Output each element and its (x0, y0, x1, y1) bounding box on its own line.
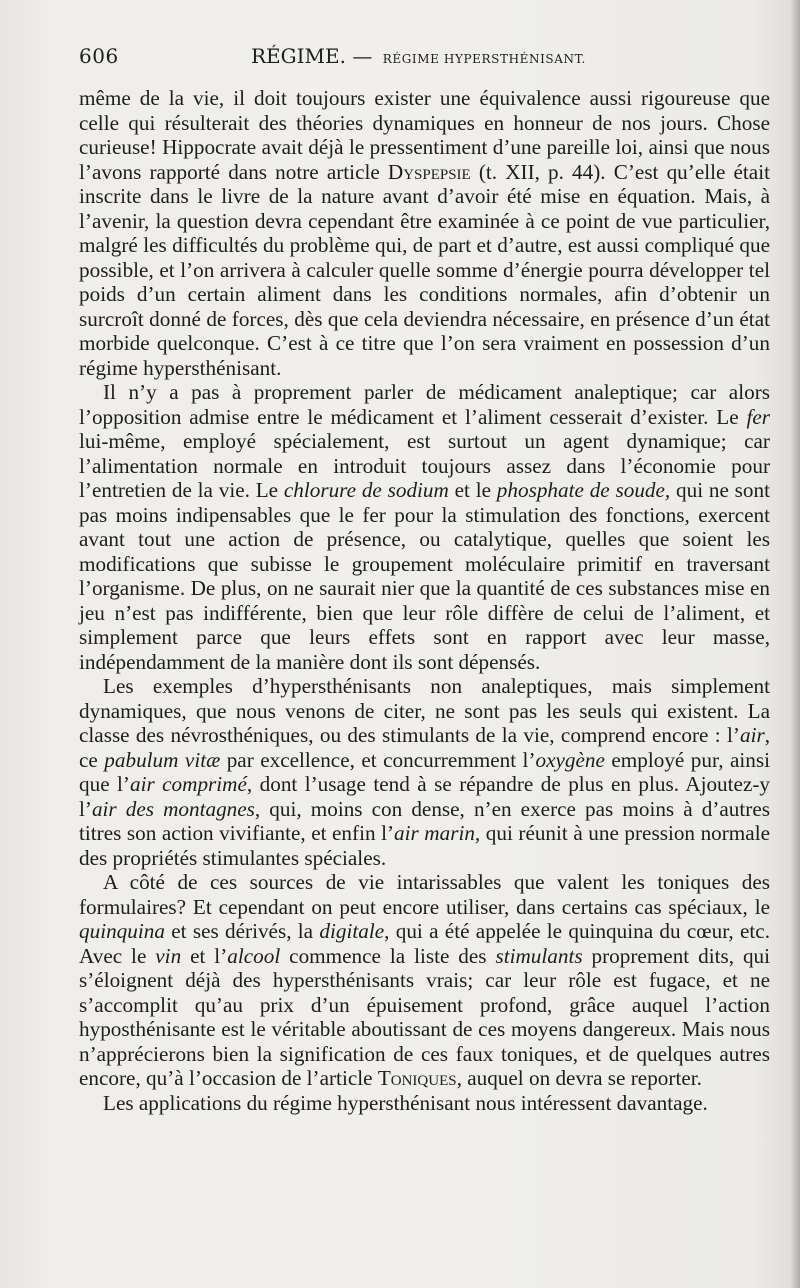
italic-term: air comprimé (129, 772, 247, 796)
cross-reference: Dyspepsie (387, 159, 471, 184)
italic-term: air (739, 723, 765, 747)
paragraph-p2 (79, 380, 770, 674)
italic-term: stimulants (495, 943, 583, 968)
text-run: , dont l’usage tend à se répandre de plus en plus. Ajoutez-y l’ (79, 772, 770, 821)
page-number: 606 (79, 44, 119, 68)
running-head-separator: — (352, 44, 373, 68)
text-run: lui-même, employé spécialement, est surtout un agent dynamique; car l’alimentation normale en introduit toujours assez dans l’économie pour l’entretien de la vie. Le (79, 429, 770, 502)
italic-term: quinquina (79, 919, 165, 943)
text-run: commence la liste des (280, 943, 496, 968)
italic-term: pabulum vitæ (104, 747, 221, 772)
text-run: et l’ (181, 943, 228, 968)
running-head (251, 44, 586, 68)
text-run: (t. XII, p. 44). C’est qu’elle était inscrite dans le livre de la nature avant d’avoir été mise en équation. Mais, à l’avenir, la question devra cependant être examinée à ce point de vue particulier, malgré les difficultés du problème qui, de part et d’autre, est aussi compliqué que possible, et l’on arrivera à calculer quelle somme d’énergie pourra développer tel poids d’un certain aliment dans les conditions normales, afin d’obtenir un surcroît donné de forces, dès que cela deviendra nécessaire, en présence d’un état morbide quelconque. C’est à ce titre que l’on sera vraiment en possession d’un régime hypersthénisant. (79, 159, 770, 380)
text-run: employé pur, ainsi que l’ (79, 747, 770, 796)
italic-term: oxygène (535, 747, 605, 772)
page-edge-shadow (790, 0, 800, 1288)
text-run: même de la vie, il doit toujours exister une équivalence aussi rigoureuse que celle qui résulterait des théories dynamiques en honneur de nos jours. Chose curieuse! Hippocrate avait déjà le pressentiment d’une pareille loi, ainsi que nous l’avons rapporté dans notre article (79, 86, 770, 184)
cross-reference: Toniques (377, 1066, 457, 1090)
paragraph-p1 (79, 86, 770, 380)
italic-term: digitale (319, 919, 385, 943)
italic-term: air marin, (394, 821, 481, 845)
italic-term: alcool (227, 943, 281, 968)
text-run: Il n’y a pas à proprement parler de médicament analeptique; car alors l’opposition admise entre le médicament et l’aliment cesserait d’exister. Le (79, 380, 770, 429)
text-run: , auquel on devra se reporter. (456, 1066, 702, 1090)
page-header (79, 44, 769, 74)
body-text (79, 86, 770, 1115)
italic-term: chlorure de sodium (283, 478, 449, 502)
text-run: Les applications du régime hypersthénisant nous intéressent davantage. (103, 1090, 708, 1115)
running-head-subtitle: RÉGIME HYPERSTHÉNISANT. (382, 52, 586, 66)
text-run: qui réunit à une pression normale des propriétés stimulantes spéciales. (79, 821, 770, 870)
paragraph-p3 (79, 674, 770, 870)
text-run: par excellence, et concurremment l’ (220, 747, 536, 772)
text-run: et le (448, 478, 497, 502)
running-head-title: RÉGIME. (251, 44, 346, 68)
text-run: Les exemples d’hypersthénisants non analeptiques, mais simplement dynamiques, que nous venons de citer, ne sont pas les seuls qui existent. La classe des névrosthéniques, ou des stimulants de la vie, comprend encore : l’ (79, 674, 770, 747)
italic-term: vin (155, 943, 182, 968)
text-run: , ce (79, 723, 770, 772)
text-run: A côté de ces sources de vie intarissables que valent les toniques des formulaires? Et cependant on peut encore utiliser, dans certains cas spéciaux, le (79, 870, 770, 919)
paragraph-p4 (79, 870, 770, 1091)
text-run: proprement dits, qui s’éloignent déjà des hypersthénisants vrais; car leur rôle est fugace, et ne s’accomplit qu’au prix d’un épuisement profond, grâce auquel l’action hyposthénisante est le véritable aboutissant de ces moyens dangereux. Mais nous n’apprécierons bien la signification de ces faux toniques, et de quelques autres encore, qu’à l’occasion de l’article (79, 943, 771, 1090)
text-run: , qui, moins con dense, n’en exerce pas moins à d’autres titres son action vivifiante, et enfin l’ (79, 796, 770, 845)
italic-term: fer (746, 404, 770, 429)
text-run: qui ne sont pas moins indipensables que le fer pour la stimulation des fonctions, exercent avant tout une action de présence, ou catalytique, quelles que soient les modifications que subisse le groupement moléculaire primitif en traversant l’organisme. De plus, on ne saurait nier que la quantité de ces substances mise en jeu n’est pas indifférente, bien que leur rôle diffère de celui de l’aliment, et simplement parce que leurs effets sont en rapport avec leur masse, indépendamment de la manière dont ils sont dépensés. (79, 478, 770, 674)
text-run: , qui a été appelée le quinquina du cœur, etc. Avec le (79, 919, 770, 968)
italic-term: air des montagnes (91, 796, 255, 821)
paragraph-p5 (79, 1091, 770, 1116)
text-run: et ses dérivés, la (164, 919, 320, 943)
italic-term: phosphate de soude, (496, 478, 671, 502)
